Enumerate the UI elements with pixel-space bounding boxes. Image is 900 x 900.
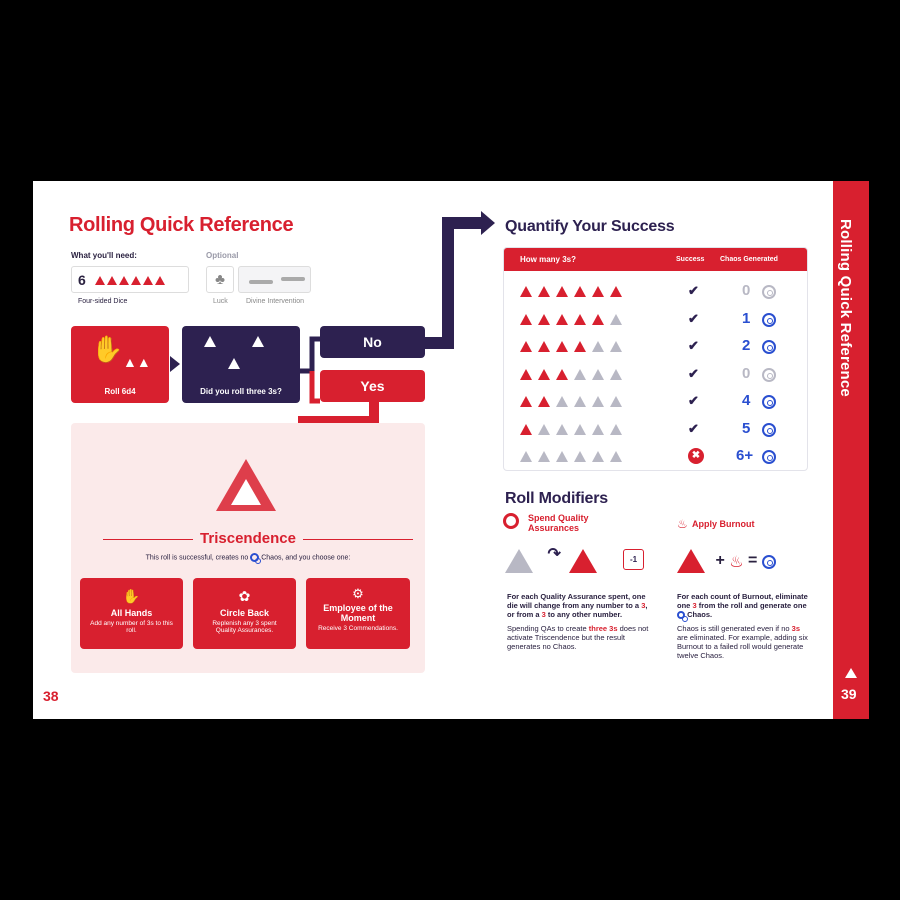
qa-text: For each Quality Assurance spent, one die will change from any number to a 3, or from a 3 to any other number. Spending QAs to create three 3s does not activate Triscendence but the result generates no Chaos. [507,592,649,651]
qa-diagram: ↷ -1 [505,549,603,578]
clover-icon: ♣ [206,266,234,293]
qa-minus-badge: -1 [623,549,644,570]
d4-icon [556,314,568,325]
chaos-count: 1 [742,309,751,327]
all-hands-icon: ✋ [122,588,141,604]
d4-icon [520,424,532,435]
dice-box [71,266,189,293]
chaos-icon [762,368,776,382]
chaos-count: 0 [742,364,751,382]
header-chaos: Chaos Generated [720,256,778,263]
d4-icon [574,424,586,435]
check-icon: ✔ [688,420,699,436]
optional-label: Optional [206,251,239,260]
chaos-icon [250,553,259,562]
circle-back-icon: ✿ [238,588,251,604]
yes-box: Yes [320,370,425,402]
burnout-icon: ♨ [677,517,688,531]
flame-triangle-icon [211,459,281,519]
chaos-count: 6+ [736,447,754,464]
question-label: Did you roll three 3s? [200,387,282,396]
d4-icon [592,451,604,462]
dice-count: 6 [78,272,86,288]
d4-icon [520,341,532,352]
d4-icon [538,314,550,325]
d4-icon [538,396,550,407]
check-icon: ✔ [688,393,699,408]
table-row [504,443,804,471]
d4-icon [520,286,532,297]
chaos-count: 0 [742,282,751,299]
d4-icon [556,424,568,435]
d4-icon [592,314,604,325]
d4-icon [610,451,622,462]
d4-icon [520,451,532,462]
d4-icon [610,396,622,407]
burnout-diagram: + ♨ = [677,549,776,578]
page-number-left: 38 [43,688,59,704]
dice-toss-icon: ▲▲ [123,354,151,370]
no-box: No [320,326,425,358]
dice-caption: Four-sided Dice [78,298,128,305]
chaos-icon [762,395,776,409]
d4-icon [538,369,550,380]
d4-icon [95,276,105,285]
burnout-heading: Apply Burnout [692,519,755,529]
d4-icon [538,424,550,435]
d4-icon [574,396,586,407]
d4-icon [131,276,141,285]
d4-icon [592,369,604,380]
table-row [504,416,804,444]
triscendence-text: This roll is successful, creates no Chaos, and you choose one: [145,554,351,562]
d4-icon [520,369,532,380]
d4-icon [556,286,568,297]
d4-icon [155,276,165,285]
d4-icon [574,314,586,325]
chaos-icon [762,450,776,464]
check-icon: ✔ [688,283,699,298]
d4-icon [143,276,153,285]
d4-icon [520,314,532,325]
roll-label: Roll 6d4 [104,387,136,396]
d4-icon [538,341,550,352]
d4-icon [107,276,117,285]
header-success: Success [676,256,705,263]
triangle-icon [845,668,857,678]
header-how-many: How many 3s? [520,255,577,264]
qa-icon [503,513,519,529]
table-row [504,278,804,306]
d4-icon [538,451,550,462]
d4-icon [556,451,568,462]
d4-icon [574,286,586,297]
quantify-table [503,247,808,471]
d4-icon [592,424,604,435]
chaos-icon [762,313,776,327]
card-employee: ⚙ Employee of the Moment Receive 3 Commendations. [306,578,410,649]
chaos-icon [677,611,685,619]
d4-icon [610,369,622,380]
d4-icon [556,369,568,380]
card-circle-back: ✿ Circle Back Replenish any 3 spent Quality Assurances. [193,578,296,649]
burnout-text: For each count of Burnout, eliminate one 3 from the roll and generate one Chaos. Chaos is still generated even if no 3s are eliminated. For example, adding six Burnout to a failed roll would generate twelve Chaos. [677,592,808,661]
d4-icon [610,341,622,352]
d4-icon [538,286,550,297]
chaos-icon [762,340,776,354]
card-all-hands: ✋ All Hands Add any number of 3s to this roll. [80,578,183,649]
book-spread [33,181,869,719]
check-icon: ✔ [688,338,699,353]
check-icon: ✔ [688,310,699,326]
chaos-count: 2 [742,337,751,354]
table-row [504,388,804,416]
gears-icon: ⚙ [352,586,364,601]
check-icon: ✔ [688,365,699,381]
qa-heading: Spend Quality Assurances [528,513,589,533]
table-row [504,361,804,389]
d4-icon [556,341,568,352]
d4-icon [592,286,604,297]
roll-box [71,326,169,403]
d4-icon [610,424,622,435]
hand-icon: ✋ [91,334,124,364]
side-tab [833,181,869,719]
chaos-icon [762,423,776,437]
side-title: Rolling Quick Reference [837,219,854,397]
d4-icon [610,286,622,297]
d4-icon [119,276,129,285]
triscendence-title: Triscendence [193,530,303,547]
d4-icon [592,341,604,352]
need-label: What you'll need: [71,251,137,260]
luck-caption: Luck [213,298,228,305]
table-row [504,333,804,361]
chaos-icon [762,285,776,299]
chaos-count: 4 [742,392,751,409]
modifiers-title: Roll Modifiers [505,490,608,507]
page-title: Rolling Quick Reference [69,214,294,236]
d4-icon [610,314,622,325]
page-number-right: 39 [841,686,857,702]
d4-icon [574,451,586,462]
question-box [182,326,300,403]
arrow-icon [170,356,180,372]
d4-icon [520,396,532,407]
fail-icon: ✖ [688,448,704,464]
d4-icon [592,396,604,407]
divine-caption: Divine Intervention [246,298,304,305]
d4-icon [556,396,568,407]
d4-icon [574,369,586,380]
d4-icon [574,341,586,352]
table-row [504,306,804,334]
quantify-title: Quantify Your Success [505,218,675,235]
chaos-count: 5 [742,419,751,437]
